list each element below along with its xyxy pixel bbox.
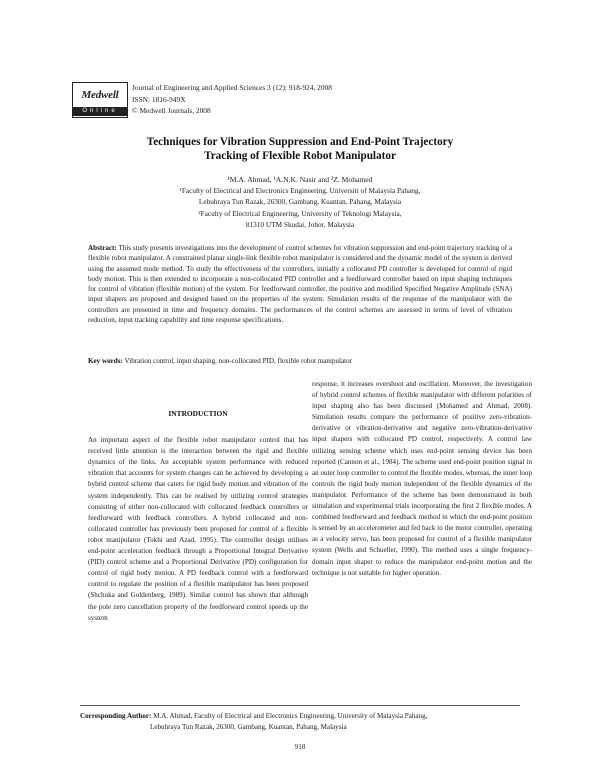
journal-issn: ISSN: 1816-949X: [132, 94, 186, 104]
corresponding-author: [80, 711, 520, 732]
abstract-text: This study presents investigations into the development of control schemes for vibration suppression and end-point trajectory tracking of a flexible robot manipulator. A constrained planar single-link flexible robot manipulator is considered and the dynamic model of the system is derived using the assumed mode method. To study the effectiveness of the controllers, initially a collocated PD controller is developed for control of rigid body motion. This is then extended to incorporate a non-collocated PID controller and a feedforward controller based on input shaping techniques for control of vibration (flexible motion) of the system. For feedforward controller, the positive and modified Specified Negative Amplitude (SNA) input shapers are proposed and designed based on the properties of the system. Simulation results of the response of the manipulator with the controllers are presented in time and frequency domains. The performances of the control schemes are assessed in terms of level of vibration reduction, input tracking capability and time response specifications.: [88, 244, 512, 325]
keywords: [88, 357, 512, 365]
author-list: ¹M.A. Ahmad, ¹A.N.K. Nasir and ²Z. Mohamed: [227, 175, 373, 184]
affiliation-line: 81310 UTM Skudai, Johor, Malaysia: [245, 219, 355, 229]
page-number: 918: [294, 743, 306, 751]
keywords-label: Key words:: [88, 357, 123, 365]
paragraph: response, it increases overshoot and oscillation. Moreover, the investigation of hybrid control schemes of flexible manipulator with different polarities of input shaping also has been discussed (Mohamed and Ahmad, 2008). Simulation results compare the performance of positive zero-vibration-derivative or vibration-derivative and negative zero-vibration-derivative input shapers with collocated PD control, respectively. A control law utilizing sensing scheme which uses end-point sensing device has been reported (Cannon et al., 1984). The scheme used end-point position signal in an outer loop controller to control the flexible modes, whereas, the inner loop controls the rigid body motion independent of the flexible dynamics of the manipulator. Performance of the scheme has been demonstrated in both simulation and experimental trials incorporating the first 2 flexible modes. A combined feedforward and feedback method in which the end-point position is sensed by an accelerometer and fed back to the motor controller, operating as a velocity servo, has been proposed for control of a flexible manipulator system (Wells and Schueller, 1990). The method uses a single frequency-domain input shaper to reduce the manipulator end-point motion and the technique is not suitable for higher operation.: [312, 380, 532, 577]
abstract-label: Abstract:: [88, 244, 117, 252]
corresponding-line-2: Lebuhraya Tun Razak, 26300, Gambang, Kuantan, Pahang, Malaysia: [150, 722, 347, 731]
journal-info: [132, 82, 332, 117]
logo-sub: Online: [73, 107, 127, 116]
paper-title-line-2: Tracking of Flexible Robot Manipulator: [204, 150, 396, 162]
affiliation-line: ¹Faculty of Electrical and Electronics Engineering, Universiti of Malaysia Pahang,: [179, 186, 421, 195]
keywords-text: Vibration control, input shaping, non-collocated PID, flexible robot manipulator: [124, 357, 353, 365]
journal-copyright: © Medwell Journals, 2008: [132, 106, 211, 115]
corresponding-label: Corresponding Author:: [80, 712, 152, 720]
affiliations: [80, 185, 520, 230]
footnote-divider: [80, 705, 520, 706]
corresponding-line-1: M.A. Ahmad, Faculty of Electrical and Electronics Engineering, University of Malaysia Pahang,: [153, 712, 428, 720]
journal-citation: Journal of Engineering and Applied Sciences 3 (12): 918-924, 2008: [132, 83, 332, 92]
abstract: [88, 243, 512, 325]
paragraph: An important aspect of the flexible robot manipulator control that has received little attention is the interaction between the rigid and flexible dynamics of the links. An acceptable system performance with reduced vibration that accounts for system changes can be achieved by developing a hybrid control scheme that caters for rigid body motion and vibration of the system independently. This can be realised by utilizing control strategies consisting of either non-collocated with collocated feedback controllers or feedforward with feedback controllers. A hybrid collocated and non-collocated controller has previously been proposed for control of a flexible robot manipulator (Tokhi and Azad, 1995). The controller design utilises end-point acceleration feedback through a Proportional Integral Derivative (PID) control scheme and a Proportional Derivative (PD) configuration for control of rigid body motion. A PD feedback control with a feedforward control to regulate the position of a flexible manipulator has been proposed (Shchuka and Goldenberg, 1989). Similar control has shown that although the pole zero cancellation property of the feedforward control speeds up the system: [88, 436, 308, 622]
body-column-left: [88, 384, 308, 624]
body-column-right: [312, 379, 532, 579]
affiliation-line: ²Faculty of Electrical Engineering, University of Teknologi Malaysia,: [198, 208, 402, 218]
affiliation-line: Lebuhraya Tun Razak, 26300, Gambang, Kuantan, Pahang, Malaysia: [198, 197, 402, 207]
section-heading: INTRODUCTION: [168, 409, 228, 418]
publisher-logo: [72, 82, 128, 118]
logo-name: Medwell: [81, 89, 119, 101]
paper-title-line-1: Techniques for Vibration Suppression and End-Point Trajectory: [146, 136, 454, 148]
